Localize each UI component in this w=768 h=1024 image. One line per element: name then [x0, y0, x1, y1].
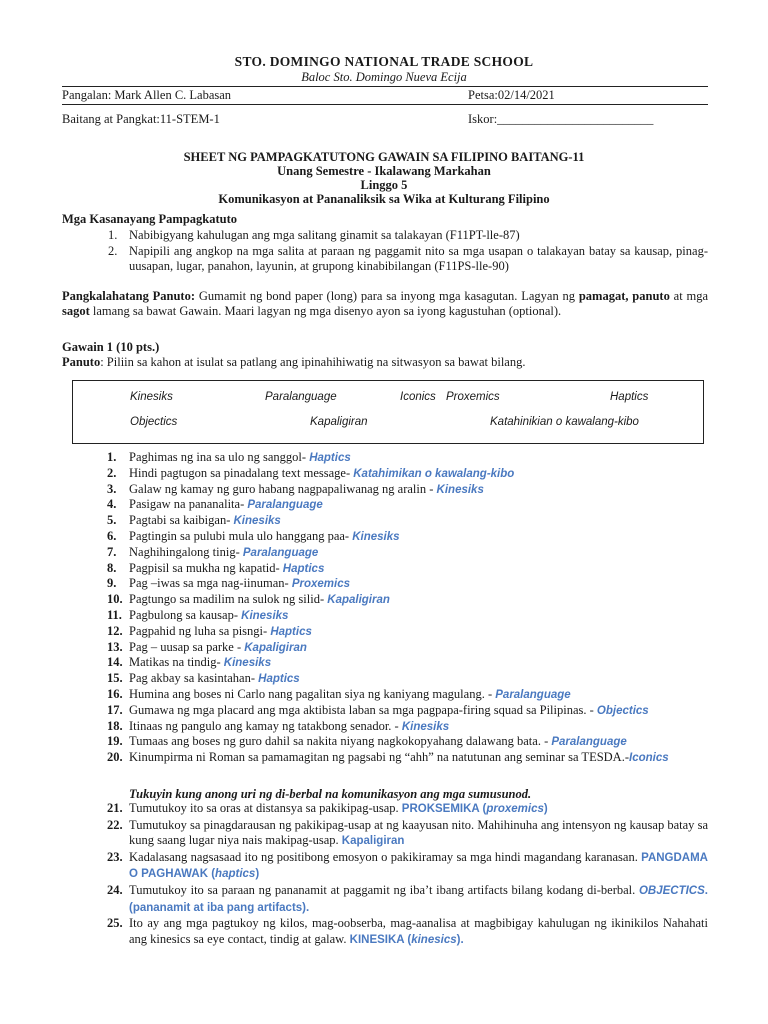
item-text: Gumawa ng mga placard ang mga aktibista laban sa mga pagpapa-firing squad sa Pilipinas. -	[129, 702, 597, 717]
item-answer: Paralanguage	[242, 546, 319, 559]
item-text: Tumutukoy sa pinagdarausan ng pakikipag-usap at ng kaayusan nito. Mahihinuha ang intensyon ng kausap batay sa kung saang lugar niya nais makipag-usap.	[129, 817, 708, 848]
list-item	[62, 703, 708, 719]
school-name: STO. DOMINGO NATIONAL TRADE SCHOOL	[234, 54, 534, 69]
list-item	[62, 734, 708, 750]
choice-haptics: Haptics	[610, 391, 649, 403]
item-answer: Kinesiks	[352, 530, 400, 543]
choice-katahimikan: Katahinikian o kawalang-kibo	[490, 416, 639, 428]
item-answer: Objectics	[596, 704, 649, 717]
item-answer: Haptics	[258, 673, 300, 686]
item-text: Pagbulong sa kausap-	[129, 607, 242, 622]
panuto-text: : Piliin sa kahon at isulat sa patlang ang ipinahihiwatig na sitwasyon sa bawat bilang.	[100, 355, 526, 369]
date-field: Petsa:02/14/2021	[468, 88, 555, 102]
list-item	[62, 450, 708, 466]
list-item	[62, 719, 708, 735]
item-answer: Kapaligiran	[327, 594, 390, 607]
item-text: Tumutukoy ito sa oras at distansya sa pakikipag-usap.	[129, 801, 402, 815]
item-number: 11.	[107, 607, 122, 622]
item-number: 4.	[107, 497, 117, 512]
item-text: Humina ang boses ni Carlo nang pagalitan siya ng kaniyang magulang. -	[129, 686, 496, 701]
answer-part-italic: haptics	[215, 868, 256, 881]
item-text: Pag – uusap sa parke -	[129, 639, 245, 654]
item-number: 12.	[107, 623, 123, 638]
item-answer: Kinesiks	[241, 609, 289, 622]
instructions-bold-2: sagot	[62, 303, 90, 318]
choices-box	[72, 380, 704, 444]
item-number: 3.	[107, 481, 117, 496]
item-number: 24.	[107, 882, 123, 897]
item-answer: Iconics	[629, 752, 669, 765]
student-name: Pangalan: Mark Allen C. Labasan	[62, 88, 232, 102]
item-text: Ito ay ang mga pagtukoy ng kilos, mag-oobserba, mag-aanalisa at magbibigay kahulugan ng ikinikilos Nahahati ang kinesics sa eye contact, tindig at galaw.	[129, 916, 708, 946]
item-text: Naghihingalong tinig-	[129, 544, 243, 559]
item-number: 8.	[107, 560, 117, 575]
header-divider	[62, 86, 708, 87]
item-answer: Proxemics	[291, 578, 350, 591]
items-list	[62, 450, 708, 766]
item-answer	[350, 934, 464, 946]
answer-part-a: Kapaligiran	[341, 835, 405, 848]
item-answer: Kinesiks	[223, 657, 272, 670]
list-item	[62, 624, 708, 640]
choice-paralanguage: Paralanguage	[265, 391, 337, 403]
sheet-title: SHEET NG PAMPAGKATUTONG GAWAIN SA FILIPINO BAITANG-11	[183, 150, 585, 164]
item-number: 2.	[107, 465, 117, 480]
item-text: Pasigaw na pananalita-	[129, 497, 248, 512]
item-number: 17.	[107, 702, 123, 717]
item-number: 18.	[107, 718, 123, 733]
competency-text-1: Nabibigyang kahulugan ang mga salitang ginamit sa talakayan (F11PT-lle-87)	[129, 228, 520, 242]
item-text: Pagtabi sa kaibigan-	[129, 513, 234, 528]
score-field: Iskor:_________________________	[468, 112, 654, 126]
instructions-text-3: lamang sa bawat Gawain. Maari lagyan ng mga disenyo ayon sa iyong kagustuhan (optional).	[89, 303, 562, 318]
instructions-text-1: Gumamit ng bond paper (long) para sa inyong mga kasagutan. Lagyan ng	[195, 289, 579, 303]
item-number: 20.	[107, 750, 123, 765]
item-number: 25.	[107, 916, 123, 931]
item-number: 19.	[107, 734, 123, 749]
answer-part-italic: proxemics	[486, 803, 544, 815]
answer-part-a: KINESIKA (	[349, 933, 412, 946]
item-text: Pagtungo sa madilim na sulok ng silid-	[129, 592, 328, 607]
competencies-heading: Mga Kasanayang Pampagkatuto	[62, 212, 238, 226]
school-address: Baloc Sto. Domingo Nueva Ecija	[301, 70, 467, 84]
item-text: Pag akbay sa kasintahan-	[129, 671, 259, 686]
item-text: Tumutukoy ito sa paraan ng pananamit at paggamit ng iba’t ibang artifacts bilang kodang di-berbal.	[129, 882, 639, 897]
answer-part-b: )	[255, 868, 260, 881]
item-answer: Paralanguage	[551, 736, 627, 749]
activity1-panuto	[62, 355, 525, 370]
list-item	[62, 608, 708, 624]
instructions-label: Pangkalahatang Panuto:	[62, 289, 196, 303]
list-item	[62, 561, 708, 577]
panuto-label: Panuto	[62, 355, 101, 369]
item-number: 22.	[107, 817, 123, 832]
item-text: Pagpahid ng luha sa pisngi-	[129, 623, 271, 638]
answer-part-a: PROKSEMIKA (	[401, 803, 487, 815]
list-item	[62, 529, 708, 545]
activity1-title: Gawain 1 (10 pts.)	[62, 340, 160, 354]
list-item	[62, 687, 708, 703]
competency-num-1: 1.	[108, 228, 118, 242]
item-number: 23.	[107, 849, 123, 864]
answer-part-b: ).	[456, 933, 464, 946]
competency-num-2: 2.	[108, 244, 118, 258]
item-number: 14.	[107, 655, 123, 670]
item-answer: Haptics	[270, 625, 312, 638]
item-number: 16.	[107, 686, 123, 701]
list-item	[62, 671, 708, 687]
item-text: Hindi pagtugon sa pinadalang text message-	[129, 465, 354, 480]
list-item	[62, 482, 708, 498]
instructions-text-2: at mga	[669, 289, 708, 303]
item-answer: Kapaligiran	[244, 641, 307, 654]
item-number: 7.	[107, 544, 117, 559]
item-text: Paghimas ng ina sa ulo ng sanggol-	[129, 450, 310, 464]
list-item	[62, 640, 708, 656]
instructions-bold-1: pamagat, panuto	[578, 289, 670, 303]
answer-part-b: )	[543, 803, 548, 815]
item-answer	[402, 803, 548, 815]
item-answer: Haptics	[282, 562, 325, 575]
item-answer	[342, 835, 405, 847]
answer-part-b: . (pananamit at iba pang artifacts).	[129, 884, 708, 914]
list-item	[62, 801, 708, 818]
list-item	[62, 883, 708, 916]
semester-title: Unang Semestre - Ikalawang Markahan	[277, 164, 491, 178]
item-text: Pagtingin sa pulubi mula ulo hanggang paa-	[129, 528, 353, 543]
item-text: Kadalasang nagsasaad ito ng positibong emosyon o pakikiramay sa mga hindi magandang karanasan.	[129, 849, 642, 864]
list-item	[62, 545, 708, 561]
list-item	[62, 655, 708, 671]
item-text: Pag –iwas sa mga nag-iinuman-	[129, 576, 292, 591]
item-text: Itinaas ng pangulo ang kamay ng tatakbong senador. -	[129, 718, 402, 733]
list-item	[62, 750, 708, 766]
week-title: Linggo 5	[360, 178, 408, 192]
item-number: 21.	[107, 801, 123, 815]
item-number: 13.	[107, 639, 123, 654]
general-instructions	[62, 289, 708, 319]
item-number: 6.	[107, 528, 117, 543]
item-answer: Kinesiks	[233, 515, 281, 528]
item-answer: Paralanguage	[495, 688, 571, 701]
part2-list	[62, 801, 708, 948]
item-number: 10.	[107, 592, 123, 607]
item-answer: Kinesiks	[401, 720, 450, 733]
answer-part-a: PANGDAMA O PAGHAWAK (	[129, 851, 708, 881]
list-item	[62, 576, 708, 592]
name-divider	[62, 104, 708, 105]
list-item	[62, 850, 708, 883]
item-number: 15.	[107, 671, 123, 686]
item-answer: Haptics	[309, 452, 351, 464]
answer-part-italic: OBJECTICS	[638, 884, 705, 897]
item-answer: Katahimikan o kawalang-kibo	[353, 467, 515, 480]
item-number: 1.	[107, 450, 117, 464]
item-number: 9.	[107, 576, 117, 591]
item-text: Galaw ng kamay ng guro habang nagpapaliwanag ng aralin -	[129, 481, 437, 496]
choice-kinesiks: Kinesiks	[130, 391, 173, 403]
item-text: Matikas na tindig-	[129, 655, 224, 670]
competency-text-2: Napipili ang angkop na mga salita at paraan ng paggamit nito sa mga usapan o talakayan batay sa kausap, pinag-uusapan, lugar, panahon, layunin, at grupong kinabibilangan (F11PS-lle-90)	[129, 244, 708, 273]
item-number: 5.	[107, 513, 117, 528]
choice-kapaligiran: Kapaligiran	[310, 416, 368, 428]
subject-title: Komunikasyon at Pananaliksik sa Wika at Kulturang Filipino	[218, 192, 550, 206]
list-item	[62, 513, 708, 529]
choice-iconics: Iconics	[400, 391, 436, 403]
choice-objectics: Objectics	[130, 416, 178, 428]
item-answer: Kinesiks	[436, 483, 484, 496]
item-text: Kinumpirma ni Roman sa pamamagitan ng pagsabi ng “ahh” na natutunan ang seminar sa TESDA.-	[129, 750, 629, 765]
list-item	[62, 497, 708, 513]
grade-section: Baitang at Pangkat:11-STEM-1	[62, 112, 220, 126]
list-item	[62, 592, 708, 608]
list-item	[62, 818, 708, 850]
list-item	[62, 916, 708, 948]
item-text: Pagpisil sa mukha ng kapatid-	[129, 560, 283, 575]
answer-part-italic: kinesics	[411, 933, 457, 946]
item-text: Tumaas ang boses ng guro dahil sa nakita niyang nagkokopyahang dalawang bata. -	[129, 734, 552, 749]
part2-heading: Tukuyin kung anong uri ng di-berbal na komunikasyon ang mga sumusunod.	[129, 787, 532, 801]
choice-proxemics: Proxemics	[446, 391, 500, 403]
item-answer: Paralanguage	[247, 499, 323, 512]
list-item	[62, 466, 708, 482]
